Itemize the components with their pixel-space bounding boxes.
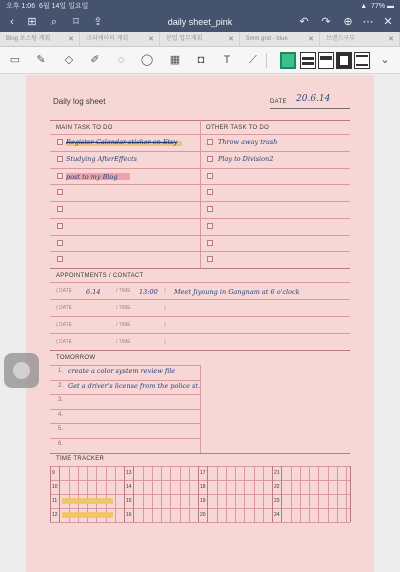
- main-task-checkbox[interactable]: [57, 139, 63, 145]
- main-task-checkbox[interactable]: [57, 256, 63, 262]
- divider: [50, 251, 350, 252]
- other-task-checkbox[interactable]: [207, 156, 213, 162]
- divider: [50, 268, 350, 269]
- page-title: Daily log sheet: [53, 97, 106, 106]
- appt-date-label: ( DATE: [56, 322, 73, 328]
- template-swatch-lines[interactable]: [300, 52, 316, 69]
- divider: [50, 316, 350, 317]
- time-tracker-header: TIME TRACKER: [56, 456, 105, 462]
- appt-close-paren: ): [164, 322, 166, 328]
- divider: [217, 466, 218, 522]
- divider: [180, 466, 181, 522]
- divider: [318, 466, 319, 522]
- sticker-icon[interactable]: ▦: [169, 54, 181, 66]
- main-task-header: MAIN TASK TO DO: [56, 125, 113, 131]
- time-hour-label: 23: [274, 498, 280, 504]
- main-task-checkbox[interactable]: [57, 223, 63, 229]
- divider: [50, 333, 350, 334]
- divider: [244, 466, 245, 522]
- circle-icon: [13, 362, 30, 379]
- pen-icon[interactable]: ✎: [36, 54, 46, 66]
- time-hour-label: 24: [274, 512, 280, 518]
- main-task-checkbox[interactable]: [57, 156, 63, 162]
- divider: [50, 466, 350, 467]
- column-divider: [200, 120, 201, 268]
- template-swatch-columns[interactable]: [354, 52, 370, 69]
- divider: [124, 466, 125, 522]
- tomorrow-text: Get a driver's license from the police st.: [68, 381, 201, 390]
- tomorrow-number: 4.: [58, 411, 64, 418]
- divider: [350, 466, 351, 522]
- appt-close-paren: ): [164, 339, 166, 345]
- divider: [254, 466, 255, 522]
- divider: [50, 282, 350, 283]
- divider: [50, 201, 350, 202]
- tab-item[interactable]: 브랜드구부 ✕: [320, 32, 400, 47]
- tomorrow-number: 2.: [58, 382, 64, 389]
- appt-time-value: 13:00: [139, 288, 158, 296]
- appt-close-paren: ): [164, 288, 166, 294]
- other-task-checkbox[interactable]: [207, 206, 213, 212]
- daily-log-page[interactable]: [26, 75, 374, 572]
- divider: [50, 380, 200, 381]
- tomorrow-number: 1.: [58, 368, 64, 374]
- tomorrow-header: TOMORROW: [56, 355, 96, 361]
- add-page-icon[interactable]: ⊕: [343, 16, 353, 28]
- time-hour-label: 17: [200, 470, 206, 476]
- time-hour-label: 9: [52, 470, 55, 476]
- floating-menu-button[interactable]: [4, 353, 39, 388]
- eraser-icon[interactable]: ◇: [64, 54, 74, 66]
- divider: [291, 466, 292, 522]
- template-swatch-header[interactable]: [318, 52, 334, 69]
- other-task-checkbox[interactable]: [207, 223, 213, 229]
- divider: [50, 184, 350, 185]
- appt-date-label: ( DATE: [56, 339, 73, 345]
- time-hour-label: 19: [200, 498, 206, 504]
- divider: [50, 522, 350, 523]
- back-icon[interactable]: ‹: [10, 16, 14, 28]
- appt-close-paren: ): [164, 305, 166, 311]
- redo-icon[interactable]: ↷: [321, 16, 331, 28]
- status-battery: ▲ 77% ▬: [360, 3, 394, 10]
- main-task-checkbox[interactable]: [57, 189, 63, 195]
- appt-date-value: 6.14: [86, 288, 101, 296]
- divider: [170, 466, 171, 522]
- time-hour-label: 21: [274, 470, 280, 476]
- main-task-text: post to my Blog: [66, 173, 118, 181]
- divider: [133, 466, 134, 522]
- time-hour-label: 13: [126, 470, 132, 476]
- time-hour-label: 22: [274, 484, 280, 490]
- divider: [50, 494, 350, 495]
- close-icon[interactable]: ✕: [383, 16, 393, 28]
- divider: [59, 466, 60, 522]
- time-hour-label: 20: [200, 512, 206, 518]
- date-underline: [270, 108, 350, 109]
- camera-icon[interactable]: ◘: [197, 54, 205, 66]
- share-icon[interactable]: ⇪: [93, 16, 103, 28]
- time-hour-label: 16: [126, 512, 132, 518]
- divider: [50, 438, 200, 439]
- main-task-checkbox[interactable]: [57, 173, 63, 179]
- document-title[interactable]: daily sheet_pink: [167, 17, 233, 27]
- bookmark-icon[interactable]: ⌑: [73, 16, 79, 28]
- time-hour-label: 15: [126, 498, 132, 504]
- appt-date-label: ( DATE: [56, 305, 73, 311]
- toolbar-divider: [266, 53, 267, 68]
- tomorrow-number: 6.: [58, 441, 64, 447]
- undo-icon[interactable]: ↶: [299, 16, 309, 28]
- other-task-header: OTHER TASK TO DO: [206, 125, 270, 131]
- other-task-checkbox[interactable]: [207, 240, 213, 246]
- divider: [50, 453, 350, 454]
- divider: [50, 394, 200, 395]
- divider: [281, 466, 282, 522]
- divider: [346, 466, 347, 522]
- other-task-checkbox[interactable]: [207, 256, 213, 262]
- other-task-text: Throw away trash: [218, 138, 278, 146]
- main-task-checkbox[interactable]: [57, 240, 63, 246]
- read-mode-icon[interactable]: ▭: [9, 54, 21, 66]
- date-value: 20.6.14: [296, 94, 331, 104]
- divider: [198, 466, 199, 522]
- appt-time-label: / TIME: [116, 322, 131, 328]
- tab-bar: [0, 32, 400, 47]
- divider: [161, 466, 162, 522]
- appt-date-label: ( DATE: [56, 288, 73, 294]
- time-hour-label: 11: [52, 498, 58, 504]
- time-hour-label: 12: [52, 512, 58, 518]
- divider: [50, 365, 200, 366]
- time-hour-label: 14: [126, 484, 132, 490]
- chevron-down-icon[interactable]: ⌄: [380, 54, 390, 66]
- tab-item[interactable]: Blog 포스팅 계획 ✕: [0, 32, 80, 47]
- divider: [143, 466, 144, 522]
- nav-bar: [0, 13, 400, 32]
- divider: [226, 466, 227, 522]
- divider: [50, 466, 51, 522]
- divider: [272, 466, 273, 522]
- divider: [263, 466, 264, 522]
- time-hour-label: 18: [200, 484, 206, 490]
- status-time: 오후 1:06 6월 14일 일요일: [6, 3, 89, 10]
- search-icon[interactable]: ⌕: [50, 16, 58, 28]
- lasso-icon[interactable]: ◯: [140, 54, 154, 66]
- main-task-checkbox[interactable]: [57, 206, 63, 212]
- divider: [50, 350, 350, 351]
- divider: [50, 508, 350, 509]
- tool-bar: [0, 47, 400, 74]
- time-hour-label: 10: [52, 484, 58, 490]
- tomorrow-number: 5.: [58, 426, 64, 433]
- appt-note: Meet Jiyoung in Gangnam at 6 o'clock: [174, 288, 300, 296]
- other-task-text: Play to Division2: [218, 155, 274, 163]
- other-task-checkbox[interactable]: [207, 189, 213, 195]
- tomorrow-number: 3.: [58, 397, 64, 404]
- divider: [50, 235, 350, 236]
- divider: [309, 466, 310, 522]
- appt-time-label: / TIME: [116, 305, 131, 311]
- more-icon[interactable]: ⋯: [362, 16, 374, 28]
- appointments-header: APPOINTMENTS / CONTACT: [56, 273, 144, 279]
- appt-time-label: / TIME: [116, 288, 131, 294]
- divider: [50, 218, 350, 219]
- divider: [328, 466, 329, 522]
- tab-item[interactable]: 5mm grid - blue ✕: [240, 32, 320, 47]
- other-task-checkbox[interactable]: [207, 139, 213, 145]
- date-label: DATE: [270, 99, 287, 105]
- text-icon[interactable]: T: [223, 54, 231, 66]
- tomorrow-text: create a color system review file: [68, 367, 176, 375]
- shapes-icon[interactable]: ◌: [117, 54, 125, 66]
- template-swatch-green[interactable]: [280, 52, 296, 69]
- divider: [50, 299, 350, 300]
- divider: [235, 466, 236, 522]
- status-bar: [0, 0, 400, 13]
- divider: [50, 409, 200, 410]
- main-task-text: Studying AfterEffects: [66, 155, 137, 163]
- column-divider: [200, 365, 201, 453]
- time-highlight: [62, 498, 113, 504]
- divider: [50, 151, 350, 152]
- tab-item[interactable]: 크리에이티 계획 ✕: [80, 32, 160, 47]
- grid-view-icon[interactable]: ⊞: [27, 16, 37, 28]
- divider: [207, 466, 208, 522]
- main-task-text: Register Calendar sticker on Etsy: [66, 138, 178, 146]
- template-swatch-dark[interactable]: [336, 52, 352, 69]
- tab-item[interactable]: 분업 업무계획 ✕: [160, 32, 240, 47]
- time-highlight: [62, 512, 113, 518]
- divider: [50, 480, 350, 481]
- divider: [50, 423, 200, 424]
- divider: [152, 466, 153, 522]
- appt-time-label: / TIME: [116, 339, 131, 345]
- divider: [115, 466, 116, 522]
- divider: [189, 466, 190, 522]
- highlighter-icon[interactable]: ✐: [90, 54, 100, 66]
- divider: [50, 168, 350, 169]
- divider: [300, 466, 301, 522]
- divider: [337, 466, 338, 522]
- other-task-checkbox[interactable]: [207, 173, 213, 179]
- laser-pointer-icon[interactable]: ⟋: [249, 54, 257, 66]
